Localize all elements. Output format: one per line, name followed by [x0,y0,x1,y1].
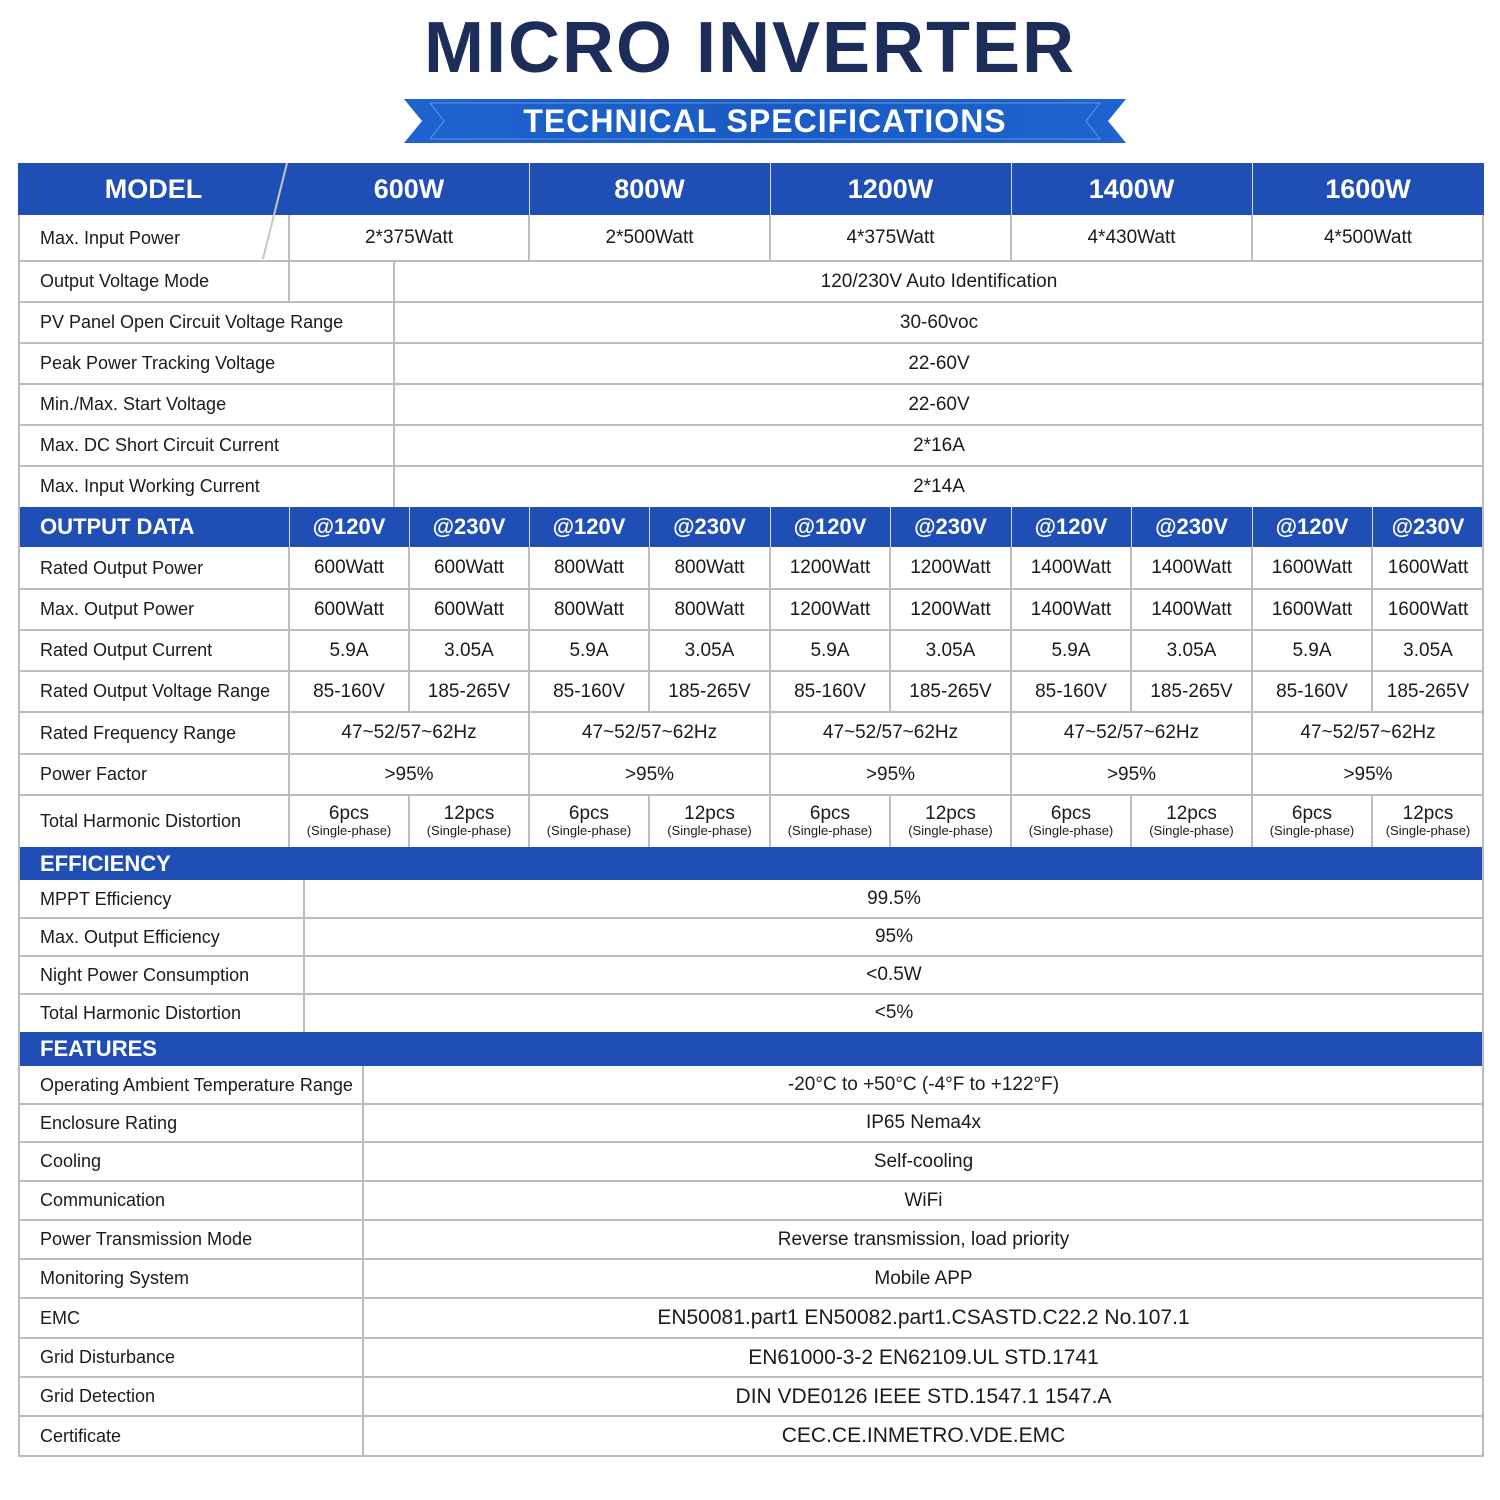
thd-value [529,795,649,847]
spec-value: Reverse transmission, load priority [777,1228,1070,1250]
thd-phase: (Single-phase) [306,823,392,839]
spec-value: 1600Watt [1387,598,1469,620]
row-divider [18,1103,1484,1105]
spec-label: Power Transmission Mode [40,1229,253,1249]
thd-phase: (Single-phase) [546,823,632,839]
voltage-header: @120V [552,514,626,539]
thd-count: 12pcs [925,803,976,825]
spec-label: MPPT Efficiency [40,888,172,909]
column-divider [288,547,290,847]
thd-value [1372,795,1484,847]
spec-value: 4*430Watt [1087,227,1176,248]
thd-value [1252,795,1372,847]
page-title: MICRO INVERTER [423,8,1077,88]
row-divider [18,1219,1484,1221]
spec-value: 5.9A [810,639,850,661]
thd-phase: (Single-phase) [1269,823,1355,839]
thd-phase: (Single-phase) [1028,823,1114,839]
spec-label: Operating Ambient Temperature Range [40,1074,353,1095]
column-divider [648,547,650,712]
spec-value: IP65 Nema4x [865,1112,982,1133]
column-divider [1482,215,1484,1456]
spec-value: 185-265V [427,680,511,702]
column-divider [1371,547,1373,712]
spec-value: 120/230V Auto Identification [820,270,1058,292]
spec-value: 85-160V [1276,680,1348,702]
header-divider [289,507,290,547]
spec-label: Max. Input Power [40,227,181,248]
spec-value: 185-265V [1386,680,1470,702]
spec-label: EMC [40,1307,80,1328]
column-divider [1130,795,1132,847]
column-divider [1251,547,1253,847]
header-divider [1252,163,1253,215]
row-divider [18,1455,1484,1457]
voltage-header: @120V [1034,514,1108,539]
column-divider [1251,215,1253,261]
spec-value: 2*500Watt [605,227,694,248]
column-divider [889,795,891,847]
spec-value: 47~52/57~62Hz [1300,722,1436,743]
spec-value: 47~52/57~62Hz [822,722,959,743]
spec-label: Output Voltage Mode [40,271,210,291]
spec-value: <0.5W [866,964,922,985]
spec-value: Mobile APP [874,1267,973,1289]
spec-value: Self-cooling [873,1150,974,1172]
thd-count: 6pcs [1050,803,1092,825]
spec-label: Min./Max. Start Voltage [40,394,227,414]
thd-count: 6pcs [809,803,851,825]
row-divider [18,711,1484,713]
column-divider [648,795,650,847]
thd-phase: (Single-phase) [787,823,873,839]
features-title: FEATURES [40,1036,157,1061]
spec-value: 3.05A [925,639,976,661]
model-header-1400W: 1400W [1088,173,1175,204]
thd-phase: (Single-phase) [667,823,752,839]
spec-value: 95% [874,926,914,947]
row-divider [18,1258,1484,1260]
spec-label: Cooling [40,1151,102,1171]
spec-value: 30-60voc [899,311,979,333]
row-divider [18,753,1484,755]
header-divider [890,507,891,547]
row-divider [18,917,1484,919]
thd-value [649,795,770,847]
column-divider [288,261,290,302]
row-divider [18,342,1484,344]
spec-value: 1400Watt [1030,557,1112,578]
spec-value: 800Watt [553,557,625,578]
row-divider [18,383,1484,385]
spec-value: >95% [624,763,675,785]
header-divider [1011,507,1012,547]
thd-value [409,795,529,847]
spec-value: EN61000-3-2 EN62109.UL STD.1741 [748,1345,1099,1369]
spec-value: >95% [1106,763,1157,785]
thd-value [890,795,1011,847]
spec-label: Communication [40,1190,166,1210]
column-divider [769,215,771,261]
column-divider [1010,215,1012,261]
spec-value: 22-60V [908,352,970,374]
column-divider [1010,547,1012,847]
spec-label: Max. Input Working Current [40,476,260,496]
row-divider [18,993,1484,995]
header-divider [770,507,771,547]
spec-label: Rated Frequency Range [40,722,237,743]
spec-value: 2*16A [913,434,965,456]
column-divider [408,795,410,847]
spec-value: 85-160V [1035,680,1107,702]
spec-value: 99.5% [867,888,921,909]
spec-label: Enclosure Rating [40,1112,178,1133]
header-divider [529,507,530,547]
column-divider [362,1066,364,1456]
column-divider [769,547,771,847]
spec-label: Peak Power Tracking Voltage [40,353,276,373]
row-divider [18,1376,1484,1378]
voltage-header: @120V [312,514,386,539]
header-divider [1252,507,1253,547]
model-header-800W: 800W [614,173,685,204]
spec-value: 3.05A [1166,639,1217,661]
model-header-1200W: 1200W [847,173,934,204]
spec-value: <5% [874,1002,914,1023]
row-divider [18,955,1484,957]
column-divider [889,547,891,712]
column-divider [1371,795,1373,847]
spec-value: CEC.CE.INMETRO.VDE.EMC [781,1424,1066,1447]
spec-value: 600Watt [433,598,505,620]
header-divider [409,507,410,547]
row-divider [18,670,1484,672]
spec-label: Certificate [40,1425,122,1446]
spec-value: 5.9A [569,639,609,661]
spec-value: 5.9A [1292,639,1332,661]
spec-value: 1600Watt [1271,557,1353,578]
spec-value: 185-265V [668,680,751,702]
spec-label: Grid Detection [40,1386,156,1406]
page-subtitle: TECHNICAL SPECIFICATIONS [523,103,1007,139]
spec-value: EN50081.part1 EN50082.part1.CSASTD.C22.2 No.107.1 [657,1306,1190,1329]
row-divider [18,260,1484,262]
header-divider [529,163,530,215]
column-divider [393,261,395,507]
thd-value [770,795,890,847]
voltage-header: @230V [432,514,506,539]
spec-value: 1400Watt [1151,598,1232,620]
spec-value: 1600Watt [1387,557,1469,578]
row-divider [18,465,1484,467]
spec-value: 1200Watt [910,598,991,620]
spec-value: >95% [1343,763,1393,785]
thd-count: 6pcs [568,803,610,825]
spec-value: 1200Watt [789,598,871,620]
model-header-600W: 600W [373,173,445,204]
row-divider [18,1297,1484,1299]
spec-value: 1200Watt [789,557,871,578]
spec-value: 85-160V [794,680,866,702]
thd-phase: (Single-phase) [1149,823,1234,839]
spec-value: 1600Watt [1271,598,1353,620]
column-divider [1130,547,1132,712]
thd-count: 12pcs [1402,803,1454,825]
spec-value: 1400Watt [1151,557,1232,578]
spec-label: Max. Output Power [40,599,195,619]
spec-label: Rated Output Current [40,640,213,660]
spec-value: 600Watt [313,598,385,620]
spec-value: 185-265V [909,680,992,702]
spec-value: 3.05A [1403,639,1453,661]
spec-label: Rated Output Power [40,557,204,578]
voltage-header: @230V [1155,514,1228,539]
row-divider [18,1180,1484,1182]
column-divider [288,215,290,261]
spec-label: Max. Output Efficiency [40,926,220,947]
header-divider [1372,507,1373,547]
spec-value: 1400Watt [1030,598,1112,620]
header-divider [1131,507,1132,547]
spec-label: Rated Output Voltage Range [40,681,271,701]
spec-value: 3.05A [684,639,735,661]
thd-count: 6pcs [1291,803,1333,825]
spec-label: Total Harmonic Distortion [40,810,242,831]
spec-label: Monitoring System [40,1268,190,1288]
spec-value: 85-160V [553,680,625,702]
thd-value [1011,795,1131,847]
output-data-title: OUTPUT DATA [40,514,195,539]
column-divider [408,547,410,712]
spec-value: 47~52/57~62Hz [1063,722,1200,743]
spec-value: 185-265V [1150,680,1233,702]
voltage-header: @230V [914,514,987,539]
header-divider [770,163,771,215]
spec-label: Total Harmonic Distortion [40,1002,242,1023]
row-divider [18,588,1484,590]
thd-count: 6pcs [328,803,370,825]
spec-value: 800Watt [674,557,745,578]
row-divider [18,1141,1484,1143]
thd-phase: (Single-phase) [908,823,993,839]
spec-value: 3.05A [444,639,494,661]
spec-value: >95% [384,763,434,785]
spec-value: 5.9A [329,639,369,661]
spec-label: Grid Disturbance [40,1347,176,1367]
thd-count: 12pcs [684,803,735,825]
spec-value: 2*375Watt [364,227,453,248]
spec-value: 4*500Watt [1323,227,1412,248]
efficiency-title: EFFICIENCY [40,850,171,876]
model-header-1600W: 1600W [1325,173,1411,204]
header-divider [1011,163,1012,215]
model-header-label: MODEL [104,173,203,204]
thd-value [289,795,409,847]
spec-value: -20°C to +50°C (-4°F to +122°F) [787,1074,1060,1095]
thd-count: 12pcs [443,803,495,825]
spec-value: WiFi [904,1189,943,1211]
spec-value: 2*14A [913,475,965,497]
voltage-header: @230V [1391,514,1465,539]
row-divider [18,794,1484,796]
spec-value: 47~52/57~62Hz [341,722,477,743]
row-divider [18,1415,1484,1417]
column-divider [528,215,530,261]
column-divider [303,880,305,1032]
spec-value: 600Watt [433,557,505,578]
spec-value: 800Watt [674,598,745,620]
row-divider [18,629,1484,631]
column-divider [18,215,20,1456]
spec-value: 47~52/57~62Hz [581,722,718,743]
spec-value: 1200Watt [910,557,991,578]
spec-value: DIN VDE0126 IEEE STD.1547.1 1547.A [735,1384,1112,1408]
spec-value: >95% [865,763,916,785]
row-divider [18,1337,1484,1339]
spec-value: 5.9A [1051,639,1091,661]
thd-phase: (Single-phase) [426,823,512,839]
spec-label: PV Panel Open Circuit Voltage Range [40,312,344,332]
spec-value: 800Watt [553,598,625,620]
voltage-header: @120V [793,514,867,539]
spec-value: 22-60V [908,393,970,415]
thd-value [1131,795,1252,847]
row-divider [18,301,1484,303]
spec-value: 600Watt [313,557,385,578]
spec-value: 85-160V [313,680,385,702]
thd-count: 12pcs [1166,803,1217,825]
header-divider [649,507,650,547]
voltage-header: @120V [1275,514,1349,539]
row-divider [18,424,1484,426]
spec-value: 4*375Watt [846,227,935,248]
column-divider [528,547,530,847]
spec-label: Max. DC Short Circuit Current [40,435,280,455]
spec-label: Night Power Consumption [40,964,250,985]
spec-label: Power Factor [40,764,148,784]
thd-phase: (Single-phase) [1385,823,1471,839]
voltage-header: @230V [673,514,746,539]
